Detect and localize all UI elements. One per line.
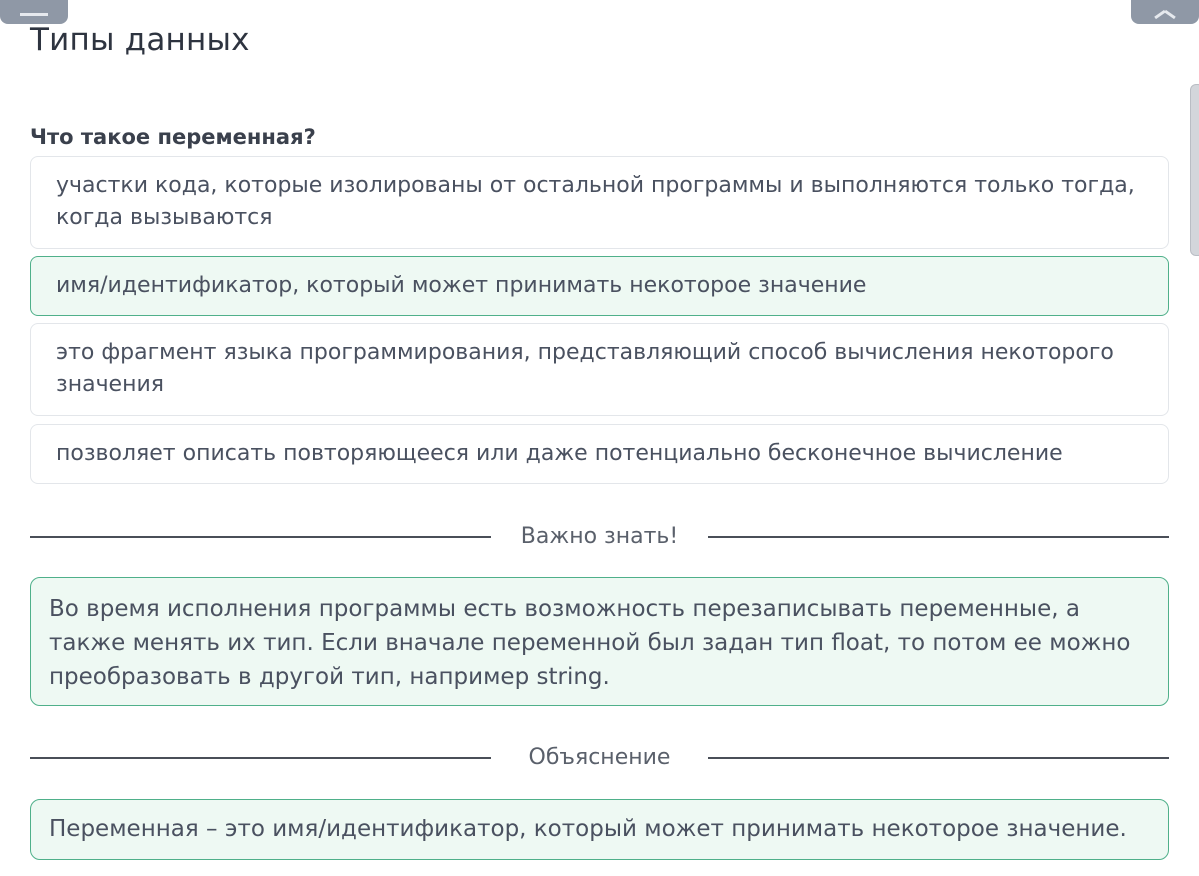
divider-line	[30, 757, 491, 759]
important-divider	[30, 522, 1169, 552]
question-text: Что такое переменная?	[30, 125, 316, 149]
explanation-divider	[30, 743, 1169, 773]
important-note	[30, 577, 1169, 706]
answer-option-label: позволяет описать повторяющееся или даже потенциально бесконечное вычисление	[56, 441, 1063, 466]
answer-option-2-selected[interactable]	[30, 256, 1169, 316]
page-title: Типы данных	[30, 22, 250, 58]
divider-line	[708, 536, 1169, 538]
important-text: Во время исполнения программы есть возможность перезаписывать переменные, а также менять их тип. Если вначале переменной был задан тип float, то потом ее можно преобразовать в другой тип, например string.	[49, 596, 1131, 690]
explanation-note	[30, 799, 1169, 860]
answer-option-3[interactable]	[30, 323, 1169, 416]
explanation-text: Переменная – это имя/идентификатор, который может принимать некоторое значение.	[49, 816, 1127, 842]
divider-line	[30, 536, 491, 538]
explanation-heading: Объяснение	[528, 745, 671, 770]
answer-option-1[interactable]	[30, 156, 1169, 249]
scrollbar-thumb[interactable]	[1190, 84, 1199, 256]
menu-icon[interactable]	[0, 0, 68, 24]
answer-option-label: участки кода, которые изолированы от остальной программы и выполняются только тогда, когда вызываются	[56, 173, 1135, 230]
answer-option-label: имя/идентификатор, который может принимать некоторое значение	[56, 273, 867, 298]
important-heading: Важно знать!	[520, 524, 679, 549]
answer-option-4[interactable]	[30, 424, 1169, 484]
divider-line	[708, 757, 1169, 759]
collapse-icon[interactable]	[1131, 0, 1199, 24]
answer-option-label: это фрагмент языка программирования, представляющий способ вычисления некоторого значения	[56, 340, 1114, 397]
